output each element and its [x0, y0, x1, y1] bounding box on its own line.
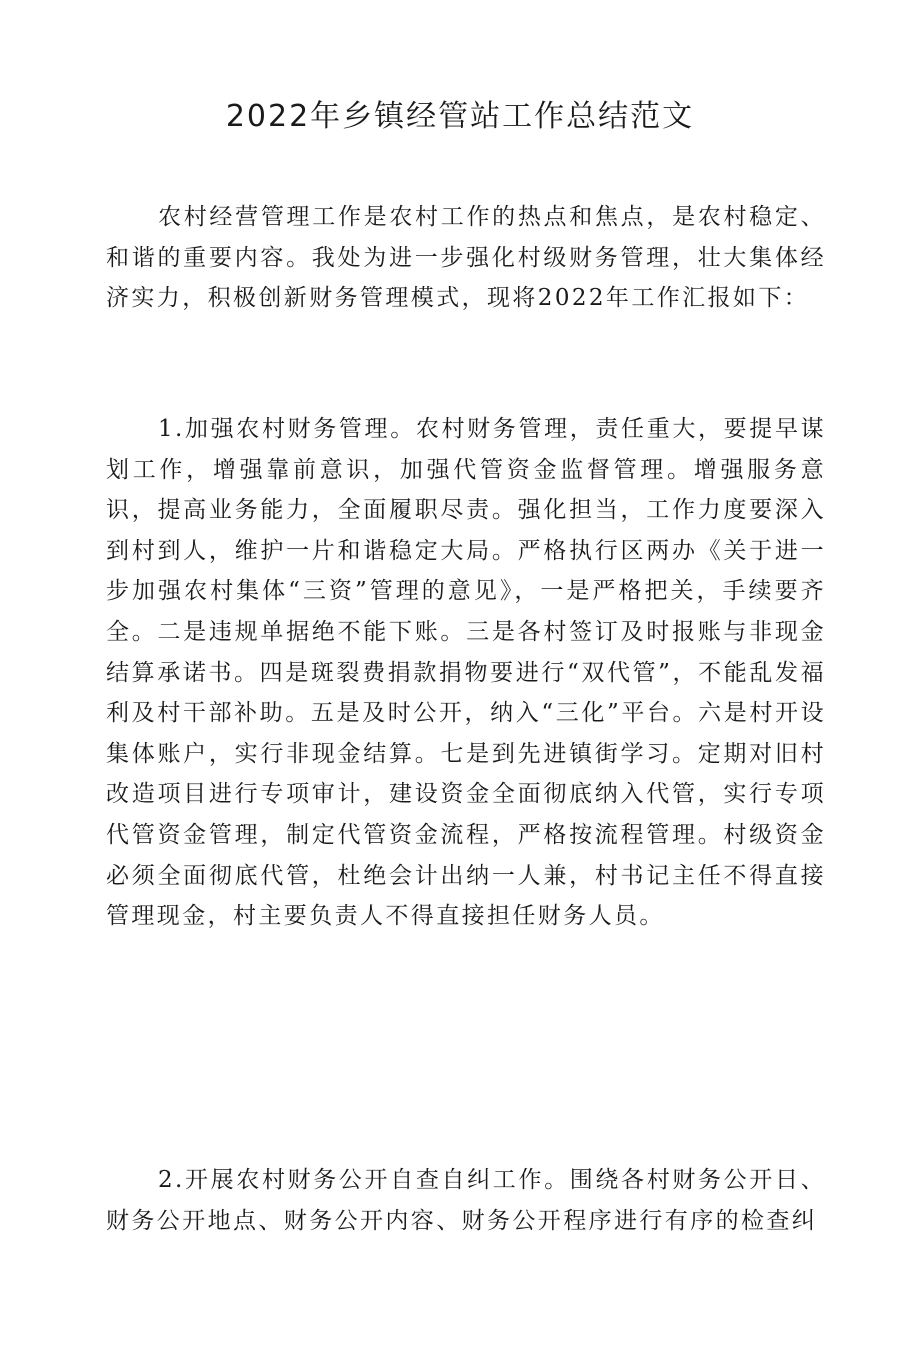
paragraph-intro: 农村经营管理工作是农村工作的热点和焦点，是农村稳定、和谐的重要内容。我处为进一步强化村级财务管理，壮大集体经济实力，积极创新财务管理模式，现将2022年工作汇报如下：	[106, 204, 826, 312]
document-title: 2022年乡镇经管站工作总结范文	[225, 99, 695, 134]
paragraph-finance-management: 1.加强农村财务管理。农村财务管理，责任重大，要提早谋划工作，增强靠前意识，加强代管资金监督管理。增强服务意识，提高业务能力，全面履职尽责。强化担当，工作力度要深入到村到人，维护一片和谐稳定大局。严格执行区两办《关于进一步加强农村集体“三资”管理的意见》，一是严格把关，手续要齐全。二是违规单据绝不能下账。三是各村签订及时报账与非现金结算承诺书。四是斑裂费捐款捐物要进行“双代管”，不能乱发福利及村干部补助。五是及时公开，纳入“三化”平台。六是村开设集体账户，实行非现金结算。七是到先进镇街学习。定期对旧村改造项目进行专项审计，建设资金全面彻底纳入代管，实行专项代管资金管理，制定代管资金流程，严格按流程管理。村级资金必须全面彻底代管，杜绝会计出纳一人兼，村书记主任不得直接管理现金，村主要负责人不得直接担任财务人员。	[106, 416, 826, 930]
paragraph-financial-disclosure: 2.开展农村财务公开自查自纠工作。围绕各村财务公开日、财务公开地点、财务公开内容、财务公开程序进行有序的检查纠	[106, 1167, 826, 1234]
